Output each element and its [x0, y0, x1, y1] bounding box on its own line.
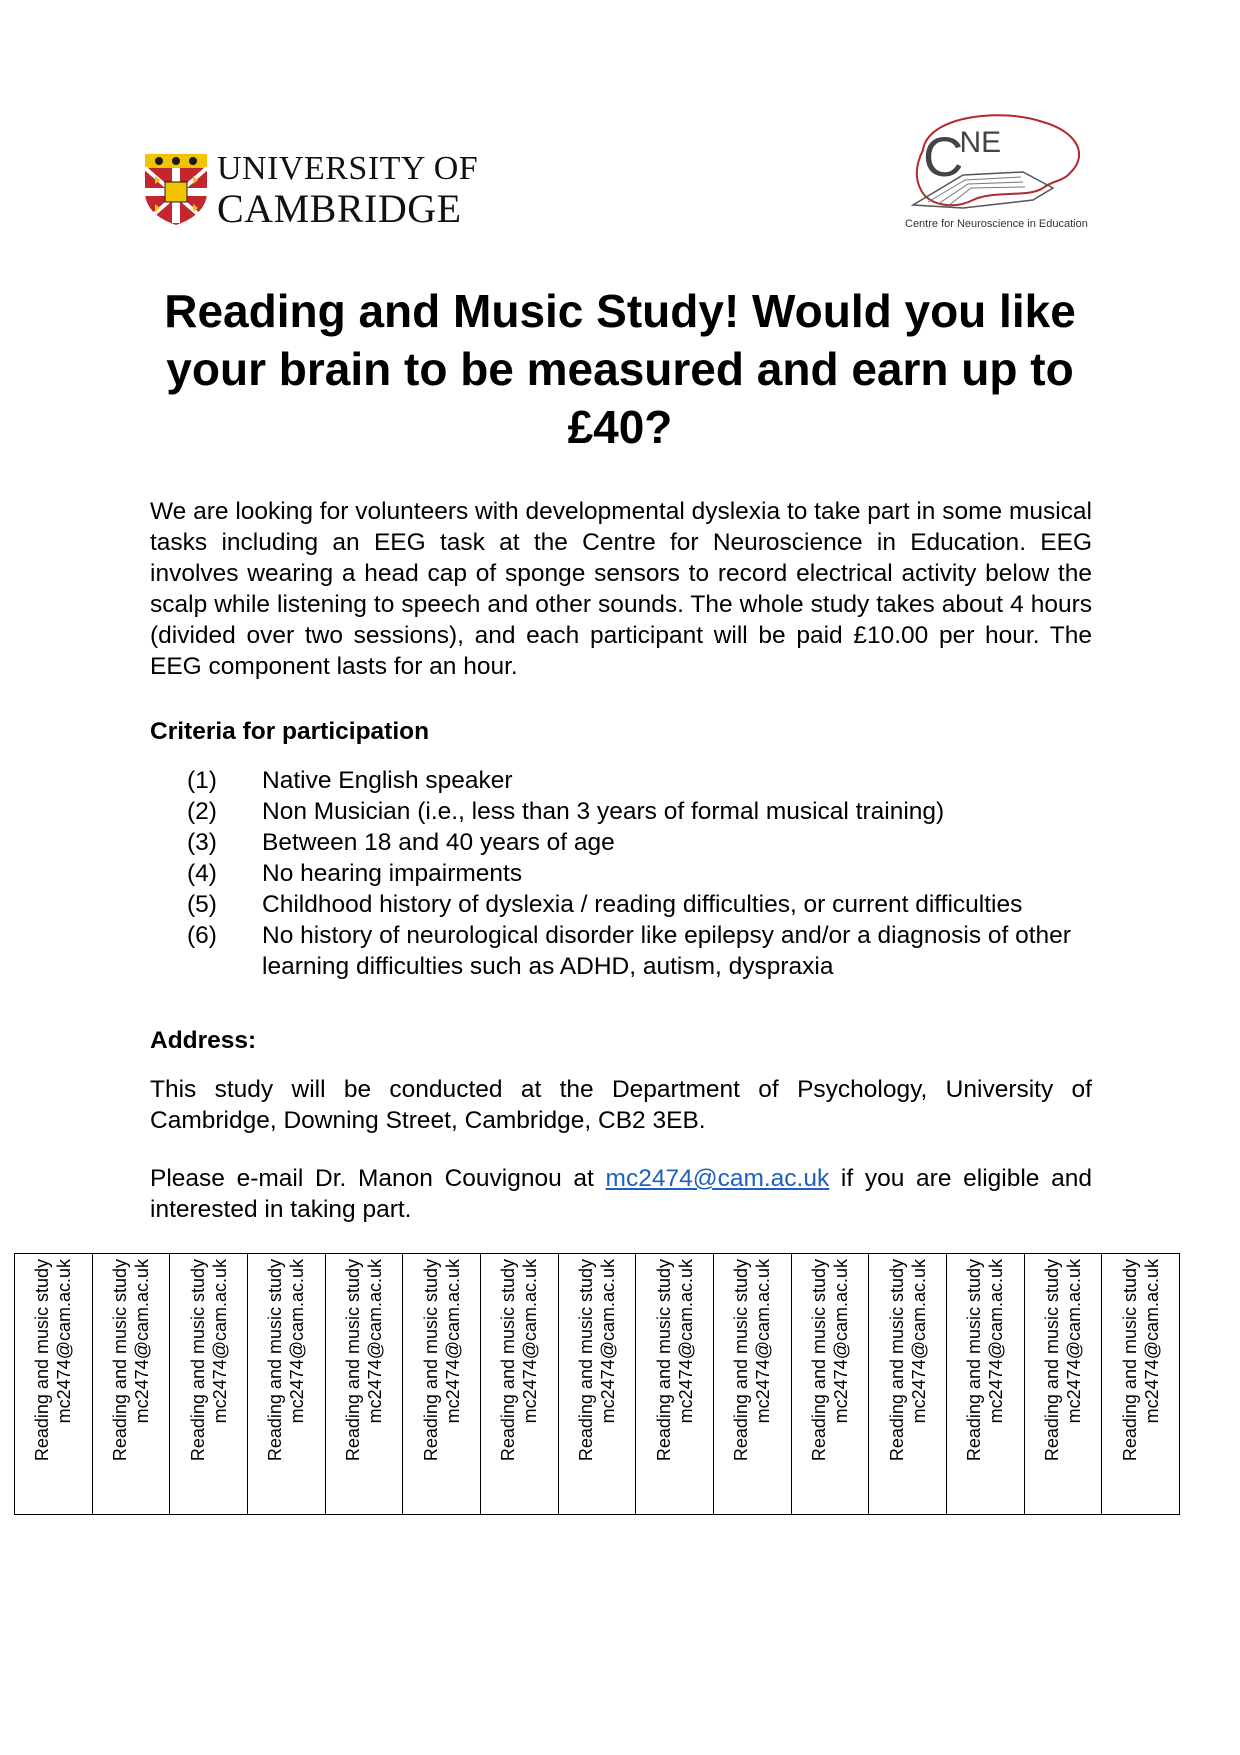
tear-off-study-name: Reading and music study [576, 1259, 597, 1462]
tear-off-tab-text [653, 1259, 697, 1509]
cne-logo [893, 110, 1093, 235]
tear-off-tab[interactable] [868, 1254, 946, 1514]
tear-off-tab-text [730, 1259, 774, 1509]
tear-off-tab-text [808, 1259, 852, 1509]
criteria-item [150, 765, 1100, 796]
tear-off-email: mc2474@cam.ac.uk [442, 1259, 463, 1424]
tear-off-tab[interactable] [169, 1254, 247, 1514]
tear-off-study-name: Reading and music study [731, 1259, 752, 1462]
tear-off-tab-text [264, 1259, 308, 1509]
tear-off-study-name: Reading and music study [1042, 1259, 1063, 1462]
tear-off-email: mc2474@cam.ac.uk [831, 1259, 852, 1424]
page-title: Reading and Music Study! Would you like your brain to be measured and earn up to £40? [164, 285, 1076, 453]
tear-off-study-name: Reading and music study [420, 1259, 441, 1462]
tear-off-tab[interactable] [325, 1254, 403, 1514]
tear-off-email: mc2474@cam.ac.uk [986, 1259, 1007, 1424]
tear-off-tab[interactable] [92, 1254, 170, 1514]
tear-off-email: mc2474@cam.ac.uk [753, 1259, 774, 1424]
criteria-number: (1) [187, 767, 217, 794]
tear-off-tab[interactable] [791, 1254, 869, 1514]
tear-off-tabs [14, 1253, 1180, 1515]
tear-off-email: mc2474@cam.ac.uk [209, 1259, 230, 1424]
cne-letter-c: C [923, 125, 964, 188]
tear-off-email: mc2474@cam.ac.uk [908, 1259, 929, 1424]
cne-letters [923, 124, 1005, 189]
address-paragraph: This study will be conducted at the Department of Psychology, University of Cambridge, Downing Street, Cambridge, CB2 3EB. [150, 1076, 1092, 1134]
tear-off-study-name: Reading and music study [187, 1259, 208, 1462]
tear-off-study-name: Reading and music study [886, 1259, 907, 1462]
tear-off-study-name: Reading and music study [964, 1259, 985, 1462]
email-link[interactable]: mc2474@cam.ac.uk [605, 1165, 830, 1192]
contact-prefix: Please e-mail Dr. Manon Couvignou at [150, 1165, 606, 1192]
tear-off-tab[interactable] [946, 1254, 1024, 1514]
tear-off-study-name: Reading and music study [343, 1259, 364, 1462]
criteria-text: Between 18 and 40 years of age [262, 829, 615, 856]
tear-off-tab-text [187, 1259, 231, 1509]
contact-suffix: if you are eligible and interested in taking part. [150, 1165, 1092, 1223]
criteria-item [150, 858, 1100, 889]
tear-off-email: mc2474@cam.ac.uk [598, 1259, 619, 1424]
tear-off-tab[interactable] [558, 1254, 636, 1514]
criteria-heading: Criteria for participation [150, 718, 430, 745]
tear-off-study-name: Reading and music study [809, 1259, 830, 1462]
criteria-text: Native English speaker [262, 767, 513, 794]
tear-off-email: mc2474@cam.ac.uk [520, 1259, 541, 1424]
logo-text-cambridge: CAMBRIDGE [217, 186, 462, 231]
tear-off-tab-text [420, 1259, 464, 1509]
tear-off-tab-text [963, 1259, 1007, 1509]
tear-off-email: mc2474@cam.ac.uk [365, 1259, 386, 1424]
criteria-number: (4) [187, 860, 217, 887]
criteria-item [150, 827, 1100, 858]
tear-off-tab-text [886, 1259, 930, 1509]
tear-off-tab[interactable] [713, 1254, 791, 1514]
tear-off-email: mc2474@cam.ac.uk [287, 1259, 308, 1424]
tear-off-tab-text [1041, 1259, 1085, 1509]
tear-off-tab-text [575, 1259, 619, 1509]
cne-caption: Centre for Neuroscience in Education [905, 218, 1088, 230]
logo-text-university-of: UNIVERSITY OF [217, 150, 479, 187]
tear-off-tab-text [342, 1259, 386, 1509]
criteria-number: (5) [187, 891, 217, 918]
criteria-number: (6) [187, 922, 217, 949]
tear-off-tab[interactable] [15, 1254, 92, 1514]
tear-off-tab[interactable] [635, 1254, 713, 1514]
tear-off-tab-text [1119, 1259, 1163, 1509]
tear-off-email: mc2474@cam.ac.uk [54, 1259, 75, 1424]
criteria-item [150, 796, 1100, 827]
cne-letters-ne: NE [959, 126, 1002, 159]
contact-paragraph [150, 1163, 1092, 1225]
tear-off-tab-text [497, 1259, 541, 1509]
criteria-text: No history of neurological disorder like epilepsy and/or a diagnosis of other learning difficulties such as ADHD, autism, dyspraxia [262, 922, 1071, 980]
criteria-text: No hearing impairments [262, 860, 523, 887]
university-of-cambridge-logo [143, 150, 488, 231]
tear-off-tab[interactable] [1101, 1254, 1179, 1514]
criteria-item [150, 920, 1100, 982]
tear-off-tab-text [31, 1259, 75, 1509]
intro-paragraph: We are looking for volunteers with developmental dyslexia to take part in some musical tasks including an EEG task at the Centre for Neuroscience in Education. EEG involves wearing a head cap of sponge sensors to record electrical activity below the scalp while listening to speech and other sounds. The whole study takes about 4 hours (divided over two sessions), and each participant will be paid £10.00 per hour. The EEG component lasts for an hour. [150, 498, 1092, 680]
criteria-list [150, 765, 1100, 982]
tear-off-study-name: Reading and music study [1119, 1259, 1140, 1462]
tear-off-tab[interactable] [402, 1254, 480, 1514]
tear-off-tab[interactable] [247, 1254, 325, 1514]
cambridge-shield-icon [143, 152, 209, 226]
tear-off-email: mc2474@cam.ac.uk [132, 1259, 152, 1424]
tear-off-study-name: Reading and music study [653, 1259, 674, 1462]
tear-off-study-name: Reading and music study [110, 1259, 130, 1462]
tear-off-tab[interactable] [480, 1254, 558, 1514]
tear-off-study-name: Reading and music study [32, 1259, 53, 1462]
criteria-text: Non Musician (i.e., less than 3 years of formal musical training) [262, 798, 945, 825]
address-heading: Address: [150, 1027, 257, 1054]
tear-off-email: mc2474@cam.ac.uk [1064, 1259, 1085, 1424]
tear-off-email: mc2474@cam.ac.uk [1141, 1259, 1162, 1424]
criteria-number: (2) [187, 798, 217, 825]
criteria-text: Childhood history of dyslexia / reading difficulties, or current difficulties [262, 891, 1023, 918]
tear-off-email: mc2474@cam.ac.uk [675, 1259, 696, 1424]
criteria-item [150, 889, 1100, 920]
tear-off-study-name: Reading and music study [498, 1259, 519, 1462]
tear-off-tab[interactable] [1024, 1254, 1102, 1514]
tear-off-study-name: Reading and music study [265, 1259, 286, 1462]
criteria-number: (3) [187, 829, 217, 856]
tear-off-tab-text [109, 1259, 153, 1509]
